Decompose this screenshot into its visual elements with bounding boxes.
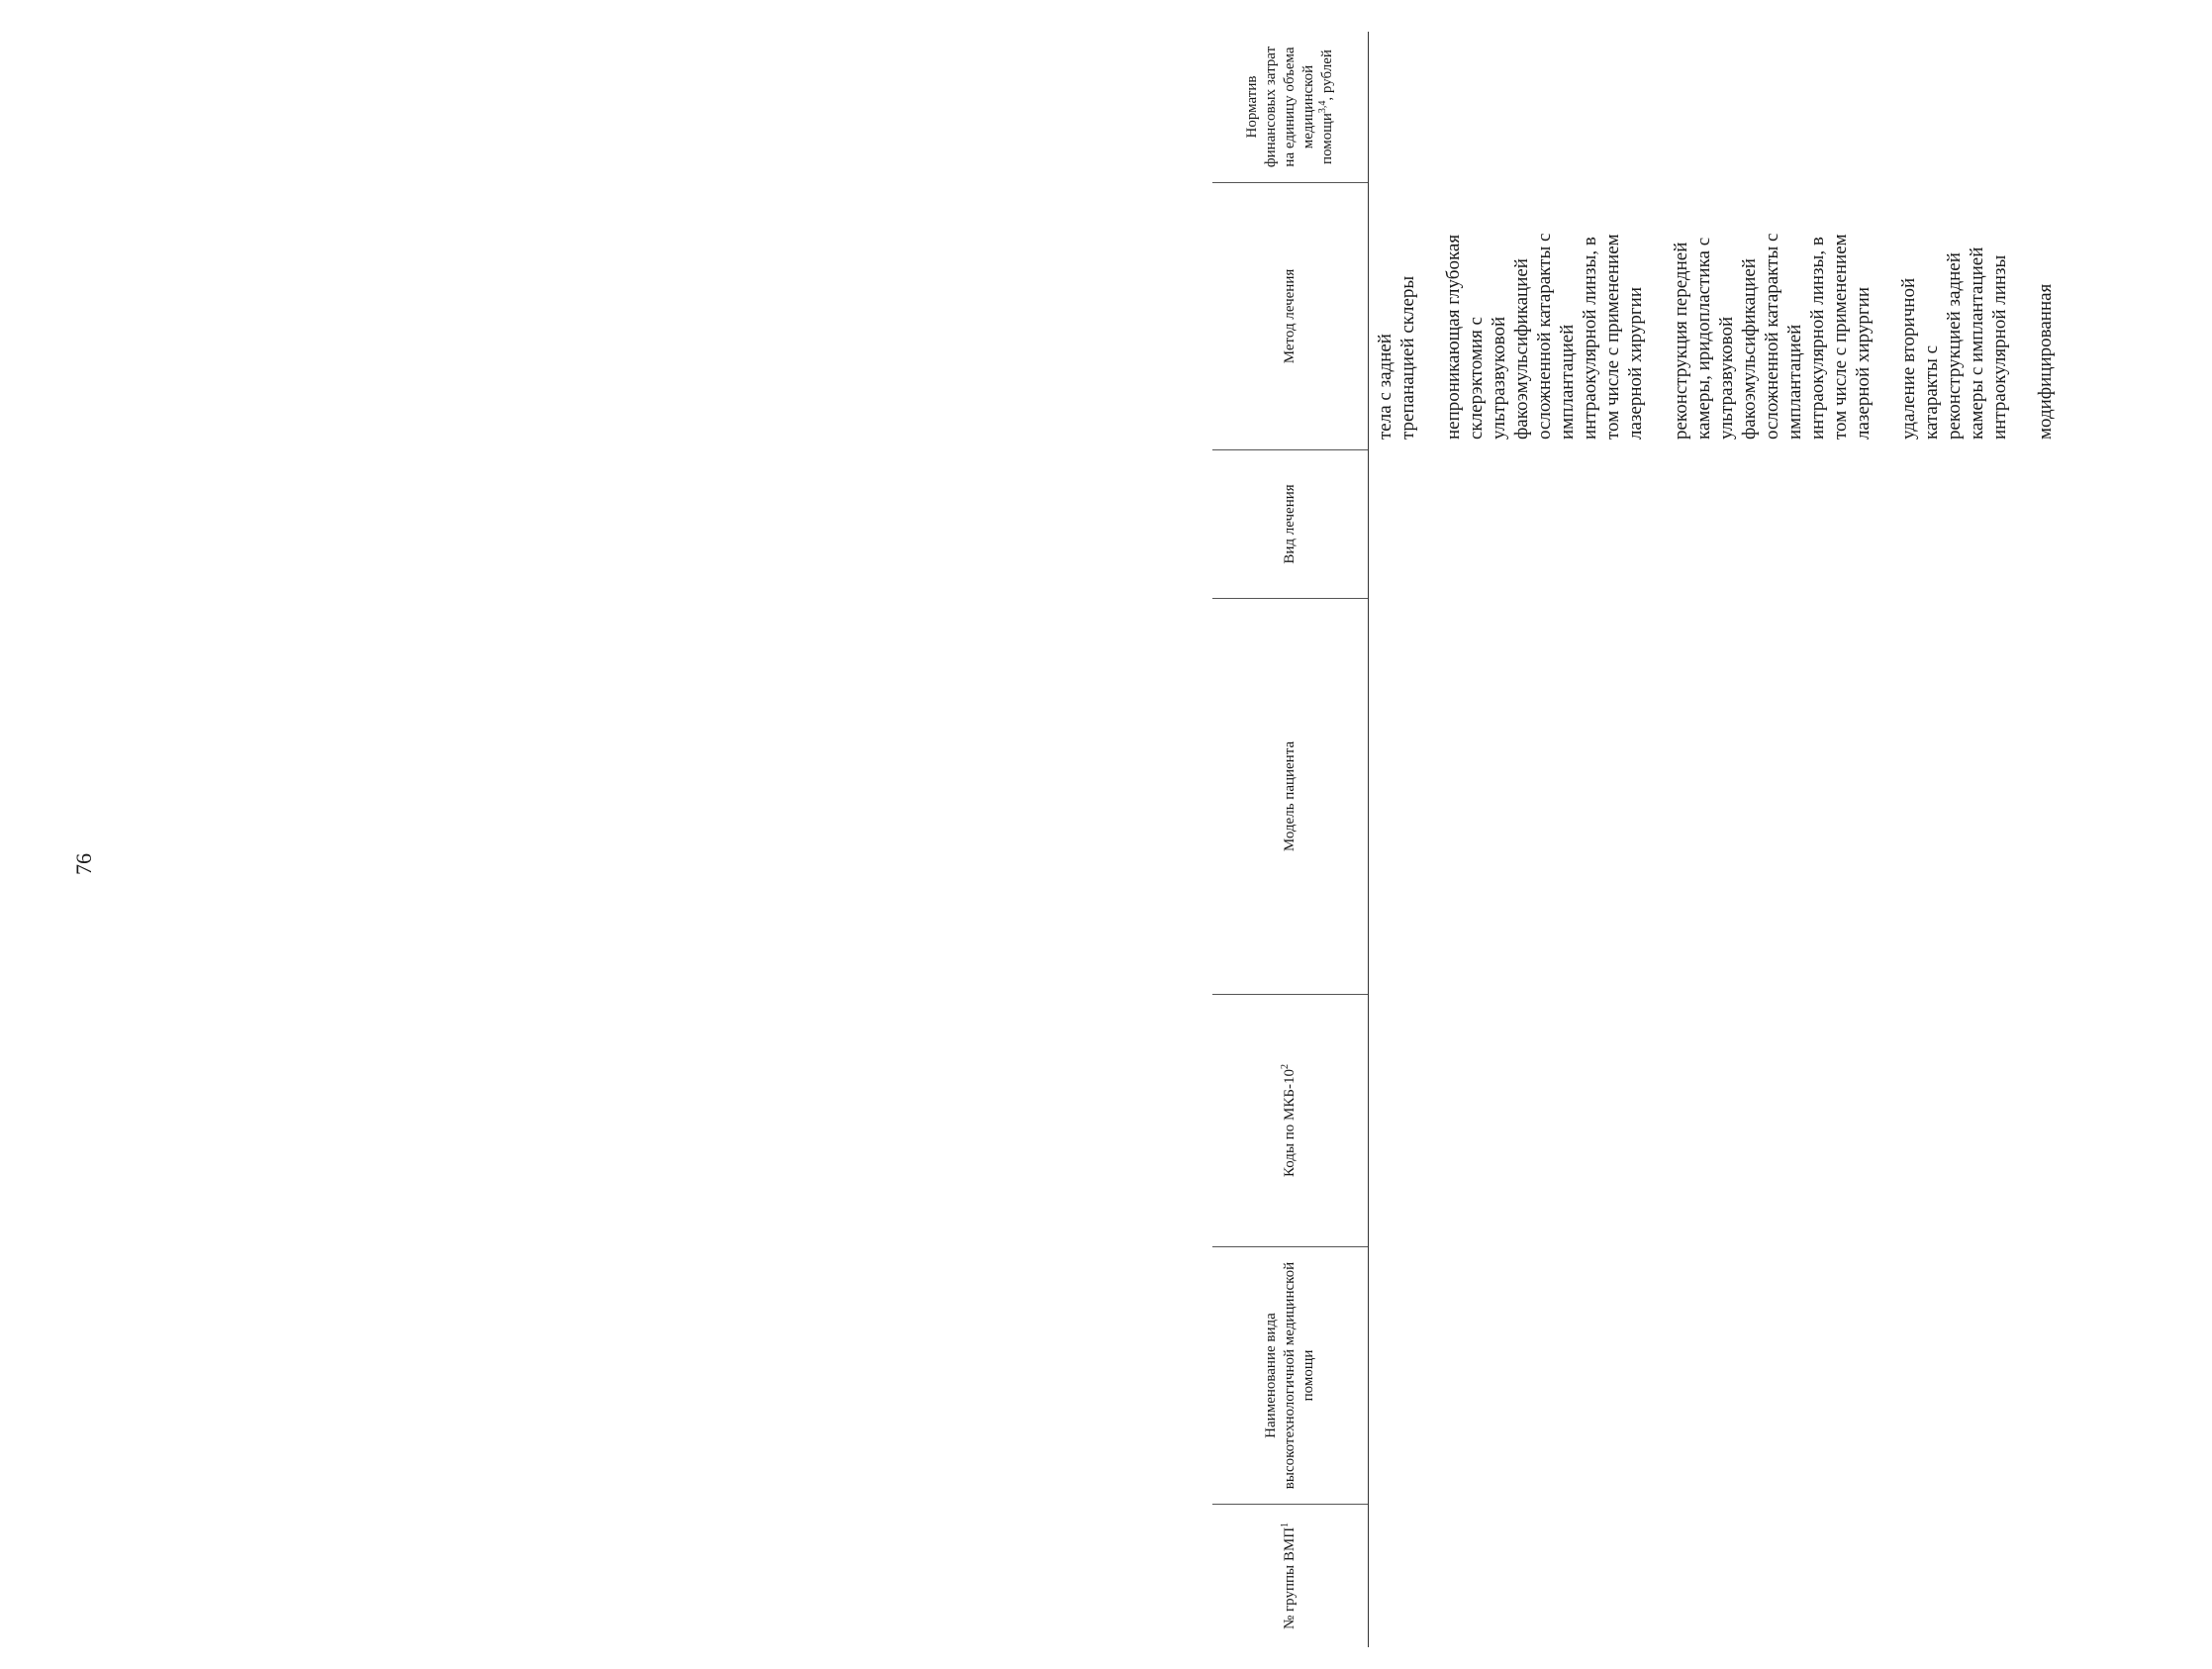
- method-line: имплантацией: [1557, 324, 1578, 440]
- method-line: трепанацией склеры: [1397, 275, 1418, 440]
- header-group-no-label: № группы ВМП: [1282, 1526, 1298, 1630]
- method-line: удаление вторичной: [1898, 277, 1919, 440]
- method-line: том числе с применением: [1602, 234, 1623, 440]
- method-line: факоэмульсификацией: [1739, 258, 1760, 440]
- method-line: ультразвуковой: [1716, 316, 1737, 440]
- header-group-no-footnote: 1: [1280, 1522, 1291, 1527]
- table-body: [1368, 32, 2212, 1647]
- method-line: интраокулярной линзы: [1989, 254, 2010, 440]
- method-line: реконструкцией задней: [1944, 252, 1965, 440]
- header-icd-codes-label: Коды по МКБ-10: [1282, 1069, 1298, 1178]
- method-line: непроникающая глубокая: [1443, 234, 1464, 440]
- method-line: имплантацией: [1784, 324, 1805, 440]
- table: [1212, 32, 2212, 1647]
- header-cost-norm-label: Норматив финансовых затрат на единицу объема медицинской помощи: [1244, 46, 1335, 168]
- method-cell: [1897, 192, 2011, 440]
- method-line: осложненной катаракты с: [1762, 233, 1782, 440]
- header-cost-norm-unit: , рублей: [1319, 49, 1335, 101]
- method-cell: [2034, 192, 2057, 440]
- method-line: осложненной катаракты с: [1534, 233, 1555, 440]
- header-icd-codes-footnote: 2: [1280, 1064, 1291, 1069]
- method-line: лазерной хирургии: [1625, 287, 1646, 440]
- method-line: склерэктомия с: [1466, 317, 1487, 440]
- method-line: факоэмульсификацией: [1511, 258, 1532, 440]
- method-line: интраокулярной линзы, в: [1580, 237, 1600, 440]
- method-cell: [1374, 192, 1419, 440]
- method-line: том числе с применением: [1830, 234, 1851, 440]
- method-line: тела с задней: [1375, 334, 1395, 440]
- header-cost-norm-footnote: 3,4: [1317, 100, 1328, 114]
- method-line: лазерной хирургии: [1853, 287, 1874, 440]
- method-line: ультразвуковой: [1489, 316, 1509, 440]
- method-cell: [1670, 192, 1875, 440]
- header-patient-model: Модель пациента: [1212, 598, 1368, 994]
- table-header-row: [1212, 32, 1369, 1647]
- method-line: модифицированная: [2035, 283, 2056, 440]
- header-group-no: [1212, 1504, 1368, 1647]
- header-cost-norm: [1212, 32, 1368, 182]
- method-line: камеры, иридопластика с: [1693, 237, 1714, 440]
- method-line: катаракты с: [1921, 344, 1942, 440]
- method-line: интраокулярной линзы, в: [1807, 237, 1828, 440]
- header-icd-codes: [1212, 994, 1368, 1246]
- method-line: камеры с имплантацией: [1967, 246, 1987, 440]
- method-cell: [1442, 192, 1647, 440]
- treatment-method-column: [1374, 192, 2079, 440]
- header-vmp-name: Наименование вида высокотехнологичной медицинской помощи: [1212, 1246, 1368, 1504]
- method-line: реконструкция передней: [1671, 242, 1691, 440]
- header-treatment-type: Вид лечения: [1212, 449, 1368, 598]
- page-number: 76: [71, 853, 96, 875]
- header-treatment-method: Метод лечения: [1212, 182, 1368, 449]
